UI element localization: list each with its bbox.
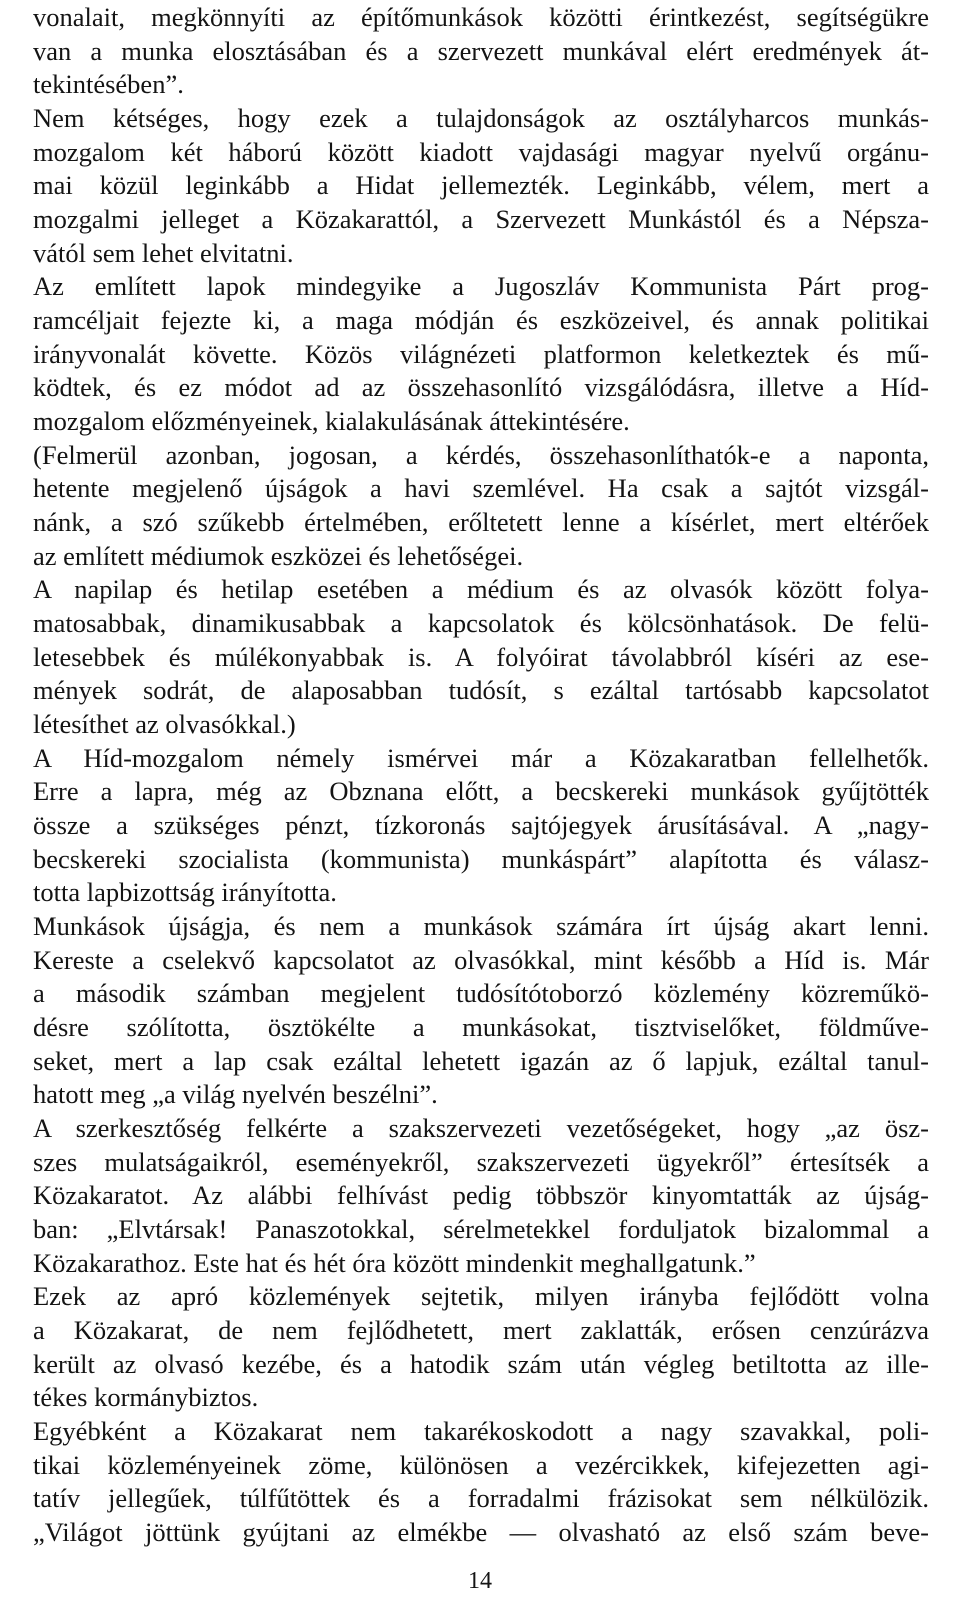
text-line: mozgalom előzményeinek, kialakulásának áttekintésére. [33, 406, 630, 436]
text-line: (Felmerül azonban, jogosan, a kérdés, összehasonlíthatók-e a naponta, [33, 440, 929, 470]
text-line: Ezek az apró közlemények sejtetik, milyen irányba fejlődött volna [33, 1281, 929, 1311]
text-line: került az olvasó kezébe, és a hatodik szám után végleg betiltotta az ille- [33, 1349, 929, 1379]
text-line: A szerkesztőség felkérte a szakszervezeti vezetőségeket, hogy „az ösz- [33, 1113, 929, 1143]
text-line: a második számban megjelent tudósítótoborzó közlemény közreműkö- [33, 978, 929, 1008]
text-line: mények sodrát, de alaposabban tudósít, s ezáltal tartósabb kapcsolatot [33, 675, 929, 705]
text-line: désre szólította, ösztökélte a munkásokat, tisztviselőket, földműve- [33, 1012, 929, 1042]
text-line: irányvonalát követte. Közös világnézeti platformon keletkeztek és mű- [33, 339, 929, 369]
text-line: hatott meg „a világ nyelvén beszélni”. [33, 1079, 438, 1109]
text-line: az említett médiumok eszközei és lehetőségei. [33, 541, 524, 571]
text-line: letesebbek és múlékonyabbak is. A folyóirat távolabbról kíséri az ese- [33, 642, 929, 672]
text-line: hetente megjelenő újságok a havi szemlével. Ha csak a sajtót vizsgál- [33, 473, 929, 503]
text-line: vonalait, megkönnyíti az építőmunkások közötti érintkezést, segítségükre [33, 2, 929, 32]
text-line: becskereki szocialista (kommunista) munkáspárt” alapította és válasz- [33, 844, 929, 874]
text-line: Közakaratot. Az alábbi felhívást pedig többször kinyomtatták az újság- [33, 1180, 929, 1210]
text-line: tékes kormánybiztos. [33, 1382, 259, 1412]
text-line: van a munka elosztásában és a szervezett munkával elért eredmények át- [33, 36, 929, 66]
text-line: Az említett lapok mindegyike a Jugoszláv Kommunista Párt prog- [33, 271, 929, 301]
text-line: szes mulatságaikról, eseményekről, szakszervezeti ügyekről” értesítsék a [33, 1147, 929, 1177]
text-line: mozgalom két háború között kiadott vajdasági magyar nyelvű orgánu- [33, 137, 929, 167]
text-line: tekintésében”. [33, 69, 184, 99]
text-line: tikai közleményeinek zöme, különösen a vezércikkek, kifejezetten agi- [33, 1450, 929, 1480]
text-line: Közakarathoz. Este hat és hét óra között mindenkit meghallgatunk.” [33, 1248, 756, 1278]
text-line: Nem kétséges, hogy ezek a tulajdonságok az osztályharcos munkás- [33, 103, 929, 133]
text-line: ramcéljait fejezte ki, a maga módján és eszközeivel, és annak politikai [33, 305, 929, 335]
text-line: A napilap és hetilap esetében a médium és az olvasók között folya- [33, 574, 929, 604]
text-line: össze a szükséges pénzt, tízkoronás sajtójegyek árusításával. A „nagy- [33, 810, 929, 840]
text-line: A Híd-mozgalom némely ismérvei már a Közakaratban fellelhetők. [33, 743, 929, 773]
text-line: totta lapbizottság irányította. [33, 877, 337, 907]
text-line: Egyébként a Közakarat nem takarékoskodott a nagy szavakkal, poli- [33, 1416, 929, 1446]
text-line: Erre a lapra, még az Obznana előtt, a becskereki munkások gyűjtötték [33, 776, 929, 806]
text-line: létesíthet az olvasókkal.) [33, 709, 296, 739]
text-line: seket, mert a lap csak ezáltal lehetett igazán az ő lapjuk, ezáltal tanul- [33, 1046, 929, 1076]
text-line: a Közakarat, de nem fejlődhetett, mert zaklatták, erősen cenzúrázva [33, 1315, 929, 1345]
text-line: matosabbak, dinamikusabbak a kapcsolatok és kölcsönhatások. De felü- [33, 608, 929, 638]
text-line: ködtek, és ez módot ad az összehasonlító vizsgálódásra, illetve a Híd- [33, 372, 929, 402]
text-line: Kereste a cselekvő kapcsolatot az olvasókkal, mint később a Híd is. Már [33, 945, 929, 975]
text-line: mai közül leginkább a Hidat jellemezték. Leginkább, vélem, mert a [33, 170, 929, 200]
text-line: vától sem lehet elvitatni. [33, 238, 294, 268]
text-line: tatív jellegűek, túlfűtöttek és a forradalmi frázisokat sem nélkülözik. [33, 1483, 929, 1513]
text-line: ban: „Elvtársak! Panaszotokkal, sérelmetekkel forduljatok bizalommal a [33, 1214, 929, 1244]
text-line: „Világot jöttünk gyújtani az elmékbe — olvasható az első szám beve- [33, 1517, 929, 1547]
page-number: 14 [468, 1568, 492, 1594]
text-line: mozgalmi jelleget a Közakarattól, a Szervezett Munkástól és a Népsza- [33, 204, 929, 234]
text-line: Munkások újságja, és nem a munkások számára írt újság akart lenni. [33, 911, 929, 941]
text-line: nánk, a szó szűkebb értelmében, erőltetett lenne a kísérlet, mert eltérőek [33, 507, 929, 537]
